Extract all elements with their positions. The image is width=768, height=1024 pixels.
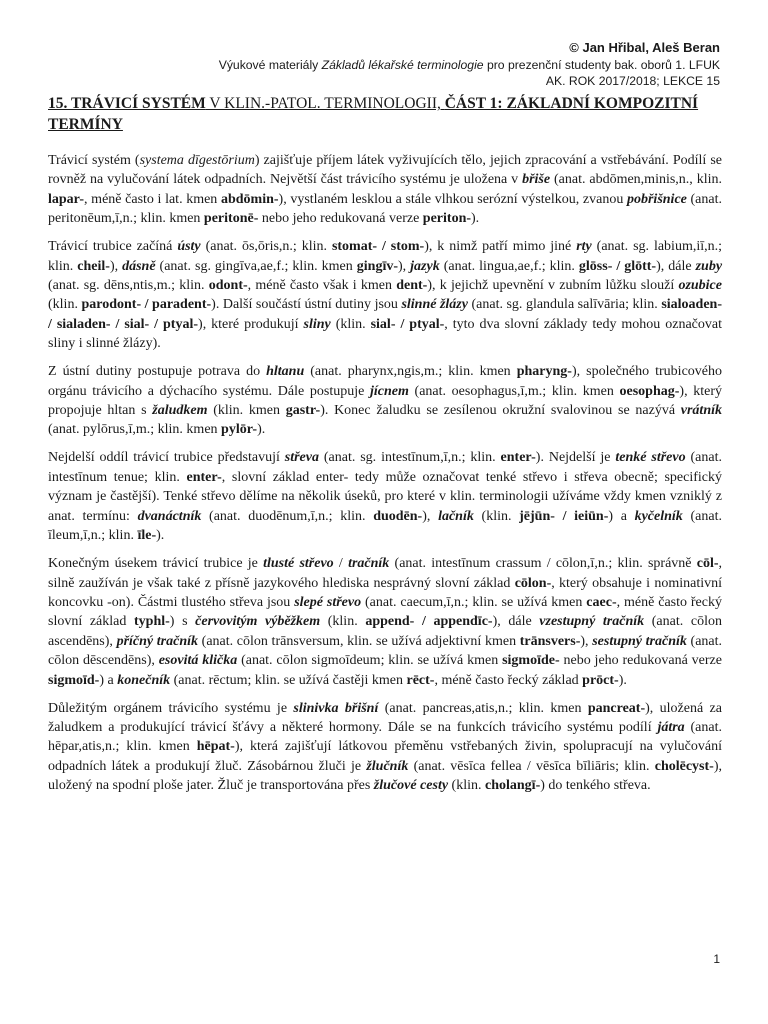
term-czech: dásně [122,258,156,274]
text-run: ) zajišťuje příjem látek vyživujících tělo, jejich zpracování a vstřebávání. Podílí se rovněž na vylučování látek odpadních. Největší část trávicího systému je uložena v [48,153,723,188]
term-stem: cholangī- [485,778,541,794]
term-stem: enter- [186,469,222,485]
term-czech: červovitým výběžkem [195,614,321,630]
term-stem: sigmoīd- [48,672,100,688]
term-stem: cōlon- [514,575,552,591]
text-run: ), uložený na spodní ploše jater. Žluč je transportována přes [48,758,722,794]
text-run: (anat. rēctum; klin. se užívá častěji kmen [170,672,407,688]
paragraph [48,448,722,545]
text-run: ). Konec žaludku se zesílenou okružní svalovinou se nazývá [320,403,681,419]
text-run: (anat. ōs,ōris,n.; klin. [200,239,332,255]
text-run: Trávicí systém ( [48,153,140,168]
title-part-1: 15. TRÁVICÍ SYSTÉM [48,95,206,112]
text-run: , méně často však i kmen [247,278,397,294]
text-run: (anat. cōlon dēscendēns), [48,633,723,669]
text-run: / [333,556,349,572]
body-text [48,151,722,804]
term-stem: periton- [422,211,472,227]
text-run: ), dále [492,614,540,630]
text-run: (anat. abdōmen,minis,n., klin. [550,172,722,188]
text-run: (anat. cōlon sigmoīdeum; klin. se užívá kmen [237,653,503,669]
page-number: 1 [713,952,720,966]
text-run: (klin. [48,297,82,313]
paragraph [48,554,722,690]
term-stem: enter- [500,450,536,466]
materials-text: Výukové materiály [218,57,322,72]
course-name: Základů lékařské terminologie [321,57,484,72]
term-stem: cōl- [696,556,719,572]
term-czech: konečník [117,672,171,688]
text-run: (anat. peritonēum,ī,n.; klin. kmen [48,191,722,227]
year-lesson-line: AK. ROK 2017/2018; LEKCE 15 [545,74,720,88]
term-czech: střeva [284,450,319,466]
term-czech: zuby [695,258,723,274]
paragraph [48,362,722,440]
text-run: (anat. intestīnum crassum / cōlon,ī,n.; klin. správně [389,556,697,572]
text-run: ). [618,672,627,688]
term-stem: stomat- / stom- [331,239,425,255]
text-run: ), který propojuje hltan s [48,383,723,419]
text-run: ), [398,258,411,274]
term-czech: rty [576,239,592,255]
text-run: (klin. kmen [207,403,286,419]
term-stem: duodēn- [373,508,423,524]
text-run: ), [109,258,123,274]
text-run: (klin. [448,778,485,794]
term-stem: oesophag- [619,383,680,399]
text-run: ), společného trubicového orgánu trávicího a dýchacího systému. Dále postupuje [48,364,723,399]
term-czech: sliny [303,316,331,332]
text-run: ), [422,508,439,524]
text-run: Nejdelší oddíl trávicí trubice představují [48,450,285,466]
text-run: (anat. sg. gingīva,ae,f.; klin. kmen [155,258,357,274]
title-part-2: V KLIN.-PATOL. TERMINOLOGII, [205,95,445,112]
text-run: ) a [608,508,635,524]
text-run: (anat. cōlon ascendēns), [48,614,722,649]
term-czech: slinné žlázy [401,297,468,313]
text-run: Trávicí trubice začíná [48,239,178,255]
term-czech: vzestupný tračník [539,614,645,630]
text-run: (anat. pylōrus,ī,m.; klin. kmen [48,422,222,438]
text-run: ), dále [656,258,696,274]
term-czech: slinivka břišní [293,700,379,716]
text-run: , silně zaužíván je však také z přísně jazykového hlediska nesprávný slovní základ [48,556,723,591]
term-stem: īle- [137,528,157,544]
text-run: , méně často řecký základ [434,672,583,688]
term-czech: žlučové cesty [373,778,449,794]
term-stem: lapar- [48,191,85,207]
text-run: (anat. pancreas,atis,n.; klin. kmen [378,700,588,716]
term-stem: jējūn- / ieiūn- [519,508,609,524]
text-run: (anat. vēsīca fellea / vēsīca bīliāris; klin. [408,758,655,774]
term-stem: trānsvers- [519,633,581,649]
text-run: ) s [169,614,196,630]
term-stem: peritonē- [203,211,259,227]
term-czech: slepé střevo [294,594,362,610]
term-czech: tračník [348,556,390,572]
term-stem: sigmoīde- [502,653,560,669]
materials-text-end: pro prezenční studenty bak. oborů 1. LFUK [483,57,720,72]
title-part-3: ČÁST 1: ZÁKLADNÍ KOMPOZITNÍ TERMÍNY [48,95,699,133]
text-run: (anat. duodēnum,ī,n.; klin. [201,508,374,524]
term-czech: břiše [522,172,551,188]
paragraph [48,151,722,229]
term-czech: ústy [177,239,201,255]
term-latin: systema dīgestōrium [139,153,255,168]
term-stem: gingīv- [356,258,398,274]
term-stem: parodont- / paradent- [81,297,212,313]
text-run: ), která zajišťují látkovou přeměnu vstřebaných živin, spolupracují na vylučování odpadních látek a produkují žluč. Zásobárnou žluči je [48,739,722,774]
text-run: (anat. sg. glandula salīvāria; klin. [467,297,662,313]
term-stem: glōss- / glōtt- [578,258,657,274]
term-stem: dent- [396,278,428,294]
term-czech: ozubice [678,278,722,294]
term-stem: sialoaden- / sialaden- / sial- / ptyal- [48,297,722,332]
text-run: ), které produkují [198,316,304,332]
term-stem: odont- [208,278,248,294]
term-stem: append- / appendīc- [365,614,493,630]
term-czech: pobřišnice [626,191,687,207]
text-run: Z ústní dutiny postupuje potrava do [48,364,267,380]
term-stem: pylōr- [221,422,258,438]
term-stem: typhl- [134,614,170,630]
text-run: (anat. sg. dēns,ntis,m.; klin. [48,278,209,294]
text-run: (anat. lingua,ae,f.; klin. [439,258,579,274]
text-run: ), k nimž patří mimo jiné [424,239,577,255]
term-czech: játra [657,719,685,735]
term-stem: caec- [586,594,617,610]
term-stem: cholēcyst- [654,758,714,774]
term-stem: rēct- [406,672,435,688]
term-czech: tlusté střevo [263,556,334,572]
term-czech: příčný tračník [116,633,199,649]
term-stem: pancreat- [587,700,646,716]
text-run: ) do tenkého střeva. [540,778,651,794]
text-run: (anat. sg. labium,iī,n.; klin. [48,239,723,274]
term-czech: jícnem [369,383,409,399]
text-run: (anat. intestīnum tenue; klin. [48,450,722,485]
text-run: Důležitým orgánem trávicího systému je [48,700,294,716]
text-run: (anat. oesophagus,ī,m.; klin. kmen [408,383,620,399]
text-run: (anat. caecum,ī,n.; klin. se užívá kmen [361,594,587,610]
term-czech: esovitá klička [158,653,238,669]
text-run: ), vystlaném lesklou a stále vlhkou serózní výstelkou, zvanou [278,191,627,207]
term-czech: tenké střevo [615,450,686,466]
text-run: , tyto dva slovní základy tedy mohou označovat sliny i slinné žlázy). [48,316,722,352]
term-czech: kyčelník [634,508,683,524]
text-run: ), uložená za žaludkem a produkující trávicí šťávy a některé hormony. Dále se na funkcích trávicího systému podílí [48,700,722,735]
text-run: (klin. [473,508,520,524]
text-run: ). [156,528,165,544]
text-run: (anat. hēpar,atis,n.; klin. kmen [48,719,722,755]
text-run: , slovní základ enter- tedy může označovat tenké střevo i střeva obecně; specifický význam je častější). Tenké střevo dělíme na několik úseků, pro které v klin. terminologii užíváme vždy kmen vzniklý z anat. termínu: [48,469,722,524]
materials-line [219,57,720,74]
text-run: (klin. [320,614,366,630]
text-run: nebo jeho redukovaná verze [559,653,722,669]
text-run: ). [471,211,480,227]
term-czech: vrátník [680,403,722,419]
text-run: , který obsahuje i nominativní koncovku -on). Částmi tlustého střeva jsou [48,575,722,610]
text-run: ), k jejichž upevnění v zubním lůžku slouží [427,278,679,294]
term-czech: sestupný tračník [592,633,687,649]
paragraph [48,699,722,796]
term-stem: cheil- [77,258,110,274]
text-run: ). Další součástí ústní dutiny jsou [211,297,402,313]
term-czech: hltanu [266,364,305,380]
term-czech: dvanáctník [137,508,202,524]
term-czech: jazyk [410,258,440,274]
term-stem: abdōmin- [220,191,279,207]
term-stem: prōct- [582,672,619,688]
text-run: Konečným úsekem trávicí trubice je [48,556,264,572]
term-stem: gastr- [285,403,321,419]
text-run: ), [580,633,593,649]
text-run: ) a [99,672,118,688]
text-run: (anat. cōlon trānsversum, klin. se užívá adjektivní kmen [198,633,520,649]
text-run: , méně často i lat. kmen [84,191,221,207]
term-stem: hēpat- [196,739,235,755]
term-stem: pharyng- [516,364,572,380]
text-run: (anat. pharynx,ngis,m.; klin. kmen [304,364,517,380]
paragraph [48,237,722,353]
text-run: (klin. [330,316,371,332]
document-header [219,40,720,90]
text-run: (anat. sg. intestīnum,ī,n.; klin. [318,450,501,466]
authors-line: © Jan Hřibal, Aleš Beran [569,40,720,55]
text-run: , méně často řecký slovní základ [48,594,722,630]
term-czech: žlučník [366,758,409,774]
term-czech: žaludkem [152,403,208,419]
page-title [48,93,724,135]
term-czech: lačník [438,508,474,524]
text-run: (anat. īleum,ī,n.; klin. [48,508,722,544]
term-stem: sial- / ptyal- [370,316,445,332]
text-run: ). [257,422,266,438]
text-run: ). Nejdelší je [535,450,616,466]
text-run: nebo jeho redukovaná verze [258,211,423,227]
